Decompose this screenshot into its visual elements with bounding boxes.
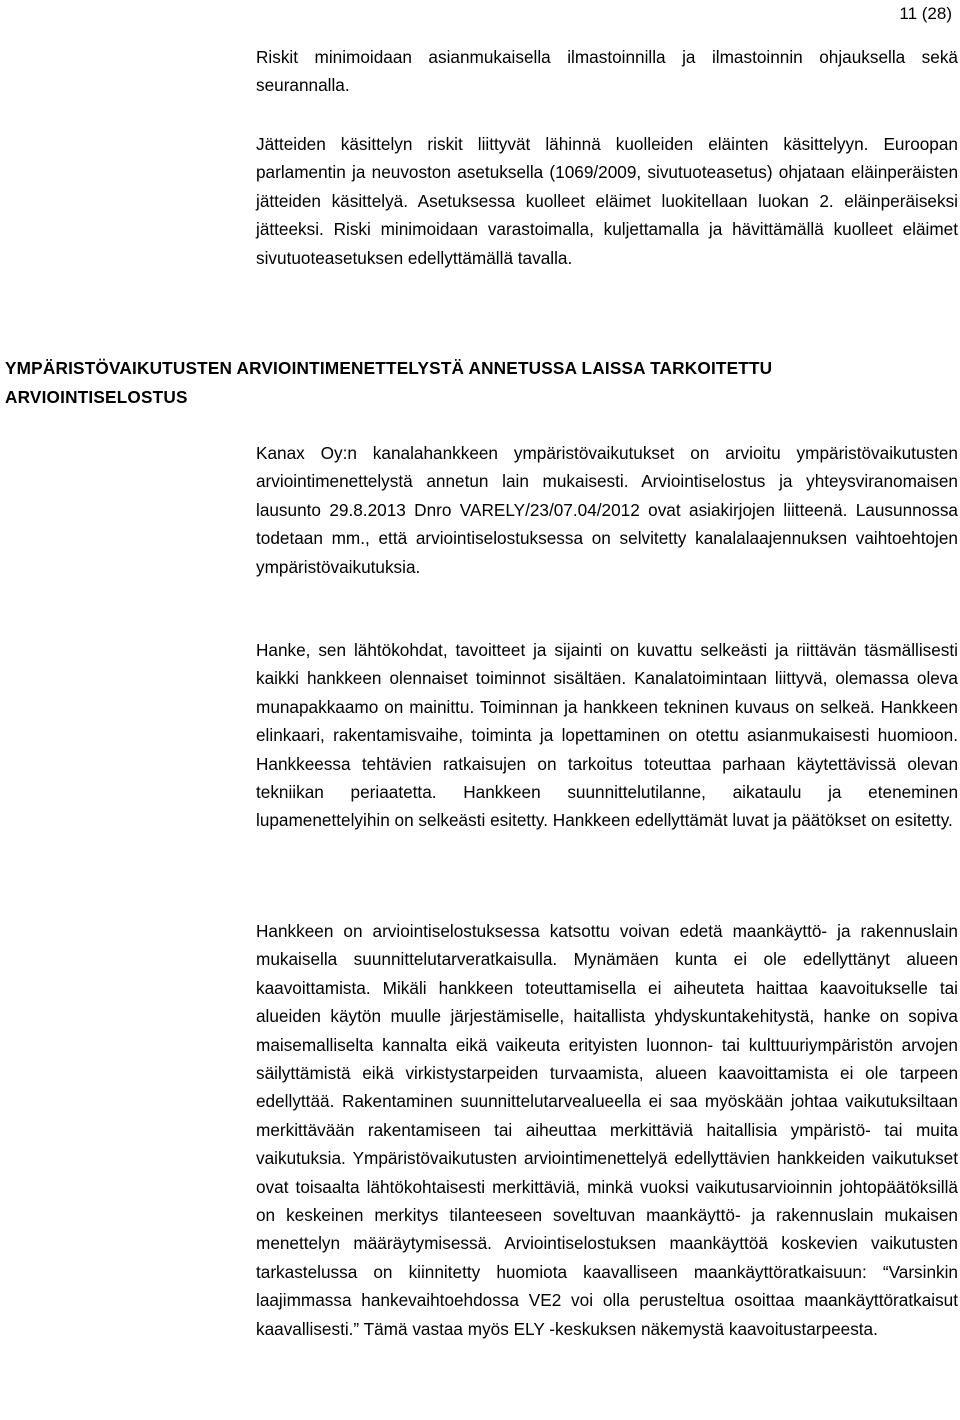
paragraph-waste-handling: Jätteiden käsittelyn riskit liittyvät lähinnä kuolleiden eläinten käsittelyyn. Euroopan parlamentin ja neuvoston asetuksella (1069/2009, sivutuoteasetus) ohjataan eläinperäisten jätteiden käsittelyä. Asetuksessa kuolleet eläimet luokitellaan luokan 2. eläinperäiseksi jätteeksi. Riski minimoidaan varastoimalla, kuljettamalla ja hävittämällä kuolleet eläimet sivutuoteasetuksen edellyttämällä tavalla. <box>256 134 958 268</box>
paragraph-ventilation-risks: Riskit minimoidaan asianmukaisella ilmastoinnilla ja ilmastoinnin ohjauksella sekä seurannalla. <box>256 47 958 96</box>
paragraph-eia-assessment: Kanax Oy:n kanalahankkeen ympäristövaikutukset on arvioitu ympäristövaikutusten arviointimenettelystä annetun lain mukaisesti. Arviointiselostus ja yhteysviranomaisen lausunto 29.8.2013 Dnro VARELY/23/07.04/2012 ovat asiakirjojen liitteenä. Lausunnossa todetaan mm., että arviointiselostuksessa on selvitetty kanalalaajennuksen vaihtoehtojen ympäristövaikutuksia. <box>256 443 958 577</box>
paragraph-project-description: Hanke, sen lähtökohdat, tavoitteet ja sijainti on kuvattu selkeästi ja riittävän täsmällisesti kaikki hankkeen olennaiset toiminnot sisältäen. Kanalatoimintaan liittyvä, olemassa oleva munapakkaamo on mainittu. Toiminnan ja hankkeen tekninen kuvaus on selkeä. Hankkeen elinkaari, rakentamisvaihe, toiminta ja lopettaminen on otettu asianmukaisesti huomioon. Hankkeessa tehtävien ratkaisujen on tarkoitus toteuttaa parhaan käytettävissä olevan tekniikan periaatetta. Hankkeen suunnittelutilanne, aikataulu ja eteneminen lupamenettelyihin on selkeästi esitetty. Hankkeen edellyttämät luvat ja päätökset on esitetty. <box>256 640 958 831</box>
page-number: 11 (28) <box>899 4 952 23</box>
paragraph-land-use: Hankkeen on arviointiselostuksessa katsottu voivan edetä maankäyttö- ja rakennuslain mukaisella suunnittelutarveratkaisulla. Mynämäen kunta ei ole edellyttänyt alueen kaavoittamista. Mikäli hankkeen toteuttamisella ei aiheuteta haittaa kaavoitukselle tai alueiden käytön muulle järjestämiselle, haitallista yhdyskuntakehitystä, hanke on sopiva maisemalliselta kannalta eikä vaikeuta erityisten luonnon- tai kulttuuriympäristön arvojen säilyttämistä eikä virkistystarpeiden turvaamista, alueen kaavoittamista ei ole tarpeen edellyttää. Rakentaminen suunnittelutarvealueella ei saa myöskään johtaa vaikutuksiltaan merkittävään rakentamiseen tai aiheuttaa merkittäviä haitallisia ympäristö- tai muita vaikutuksia. Ympäristövaikutusten arviointimenettelyä edellyttävien hankkeiden vaikutukset ovat toisaalta lähtökohtaisesti merkittäviä, minkä vuoksi vaikutusarvioinnin johtopäätöksillä on keskeinen merkitys tilanteeseen soveltuvan maankäyttö- ja rakennuslain mukaisen menettelyn määräytymisessä. Arviointiselostuksen maankäyttöä koskevien vaikutusten tarkastelussa on kiinnitetty huomiota kaavalliseen maankäyttöratkaisuun: “Varsinkin laajimmassa hankevaihtoehdossa VE2 voi olla perusteltua osoittaa maankäyttöratkaisut kaavallisesti.” Tämä vastaa myös ELY -keskuksen näkemystä kaavoitustarpeesta. <box>256 921 958 1339</box>
section-heading: YMPÄRISTÖVAIKUTUSTEN ARVIOINTIMENETTELYSTÄ ANNETUSSA LAISSA TARKOITETTU ARVIOINTISELOSTUS <box>5 358 773 407</box>
